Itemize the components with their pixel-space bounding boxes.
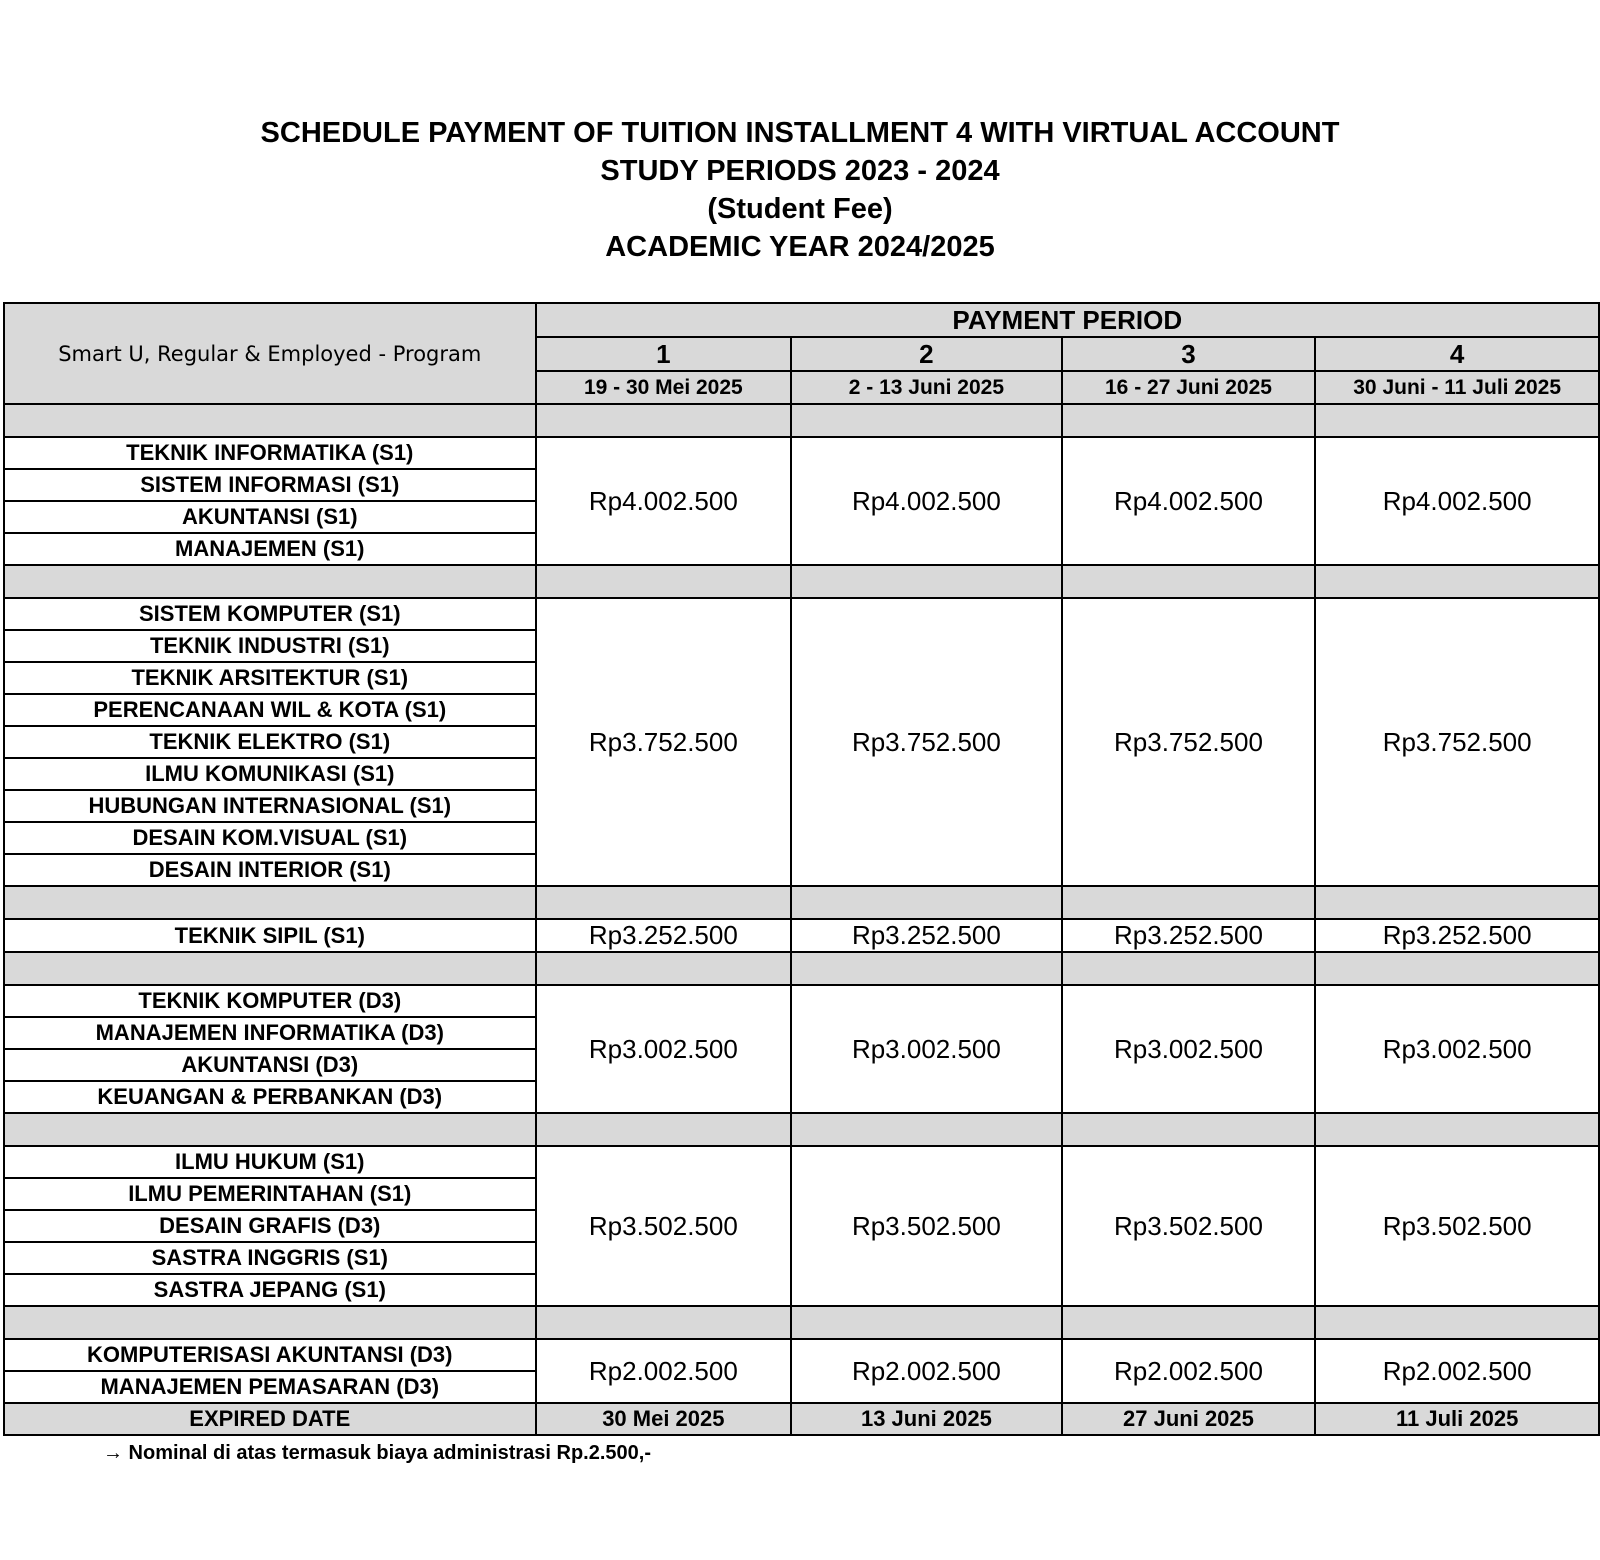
separator-cell [4,1306,536,1339]
expired-date-label: EXPIRED DATE [4,1403,536,1435]
period-date-range-4: 30 Juni - 11 Juli 2025 [1315,371,1599,404]
program-name: SISTEM KOMPUTER (S1) [4,598,536,630]
separator-row [4,404,1599,437]
fee-amount-period-4: Rp3.752.500 [1315,598,1599,886]
fee-amount-period-2: Rp4.002.500 [791,437,1062,565]
program-name: PERENCANAAN WIL & KOTA (S1) [4,694,536,726]
period-date-range-1: 19 - 30 Mei 2025 [536,371,792,404]
expired-date-2: 13 Juni 2025 [791,1403,1062,1435]
separator-cell [4,1113,536,1146]
separator-cell [1315,1306,1599,1339]
program-name: TEKNIK ARSITEKTUR (S1) [4,662,536,694]
period-date-range-3: 16 - 27 Juni 2025 [1062,371,1316,404]
period-date-range-2: 2 - 13 Juni 2025 [791,371,1062,404]
document-title [0,114,1600,266]
program-name: MANAJEMEN INFORMATIKA (D3) [4,1017,536,1049]
fee-amount-period-1: Rp3.752.500 [536,598,792,886]
fee-amount-period-3: Rp3.002.500 [1062,985,1316,1113]
fee-amount-period-3: Rp2.002.500 [1062,1339,1316,1403]
program-name: MANAJEMEN (S1) [4,533,536,565]
fee-amount-period-2: Rp3.752.500 [791,598,1062,886]
program-name: MANAJEMEN PEMASARAN (D3) [4,1371,536,1403]
separator-cell [1315,1113,1599,1146]
program-name: DESAIN INTERIOR (S1) [4,854,536,886]
separator-cell [1062,1113,1316,1146]
separator-cell [791,1306,1062,1339]
fee-amount-period-3: Rp3.252.500 [1062,919,1316,952]
program-name: AKUNTANSI (S1) [4,501,536,533]
expired-date-row [4,1403,1599,1435]
fee-amount-period-4: Rp3.252.500 [1315,919,1599,952]
separator-cell [4,886,536,919]
fee-amount-period-1: Rp2.002.500 [536,1339,792,1403]
separator-cell [791,886,1062,919]
title-line-1: SCHEDULE PAYMENT OF TUITION INSTALLMENT 4 WITH VIRTUAL ACCOUNT [260,117,1340,149]
fee-amount-period-1: Rp3.002.500 [536,985,792,1113]
separator-row [4,886,1599,919]
separator-cell [791,565,1062,598]
separator-cell [4,565,536,598]
fee-amount-period-2: Rp3.252.500 [791,919,1062,952]
separator-row [4,1306,1599,1339]
fee-amount-period-3: Rp3.502.500 [1062,1146,1316,1306]
program-name: TEKNIK INDUSTRI (S1) [4,630,536,662]
title-line-2: STUDY PERIODS 2023 - 2024 [600,155,1000,187]
separator-cell [1062,886,1316,919]
separator-cell [1062,952,1316,985]
program-name: KEUANGAN & PERBANKAN (D3) [4,1081,536,1113]
period-number-4: 4 [1315,337,1599,371]
fee-amount-period-2: Rp3.502.500 [791,1146,1062,1306]
fee-amount-period-3: Rp3.752.500 [1062,598,1316,886]
fee-amount-period-2: Rp2.002.500 [791,1339,1062,1403]
title-line-4: ACADEMIC YEAR 2024/2025 [605,231,995,263]
fee-amount-period-4: Rp3.002.500 [1315,985,1599,1113]
program-name: SASTRA JEPANG (S1) [4,1274,536,1306]
separator-cell [791,952,1062,985]
program-row [4,985,1599,1017]
program-name: TEKNIK ELEKTRO (S1) [4,726,536,758]
program-name: HUBUNGAN INTERNASIONAL (S1) [4,790,536,822]
fee-amount-period-4: Rp3.502.500 [1315,1146,1599,1306]
separator-cell [536,886,792,919]
period-number-3: 3 [1062,337,1316,371]
title-line-3: (Student Fee) [707,193,893,225]
program-row [4,598,1599,630]
program-name: AKUNTANSI (D3) [4,1049,536,1081]
separator-cell [1062,565,1316,598]
fee-amount-period-1: Rp3.502.500 [536,1146,792,1306]
separator-cell [1315,404,1599,437]
separator-cell [4,404,536,437]
fee-amount-period-3: Rp4.002.500 [1062,437,1316,565]
program-name: TEKNIK INFORMATIKA (S1) [4,437,536,469]
program-row [4,437,1599,469]
program-name: KOMPUTERISASI AKUNTANSI (D3) [4,1339,536,1371]
program-row [4,919,1599,952]
fee-amount-period-4: Rp2.002.500 [1315,1339,1599,1403]
program-row [4,1339,1599,1371]
payment-schedule-table [3,302,1600,1436]
separator-cell [1315,952,1599,985]
program-column-header: Smart U, Regular & Employed - Program [4,303,536,404]
program-name: ILMU PEMERINTAHAN (S1) [4,1178,536,1210]
footnote: → Nominal di atas termasuk biaya administrasi Rp.2.500,- [103,1442,651,1464]
separator-cell [536,952,792,985]
separator-cell [1062,1306,1316,1339]
program-name: SISTEM INFORMASI (S1) [4,469,536,501]
program-name: TEKNIK SIPIL (S1) [4,919,536,952]
separator-cell [4,952,536,985]
fee-amount-period-2: Rp3.002.500 [791,985,1062,1113]
separator-cell [791,1113,1062,1146]
separator-row [4,952,1599,985]
payment-period-header: PAYMENT PERIOD [536,303,1599,337]
period-number-1: 1 [536,337,792,371]
separator-cell [1315,886,1599,919]
separator-cell [791,404,1062,437]
program-name: ILMU KOMUNIKASI (S1) [4,758,536,790]
fee-amount-period-4: Rp4.002.500 [1315,437,1599,565]
program-row [4,1146,1599,1178]
separator-cell [536,1306,792,1339]
table-body [4,404,1599,1403]
separator-cell [536,565,792,598]
program-name: DESAIN GRAFIS (D3) [4,1210,536,1242]
fee-amount-period-1: Rp4.002.500 [536,437,792,565]
program-name: TEKNIK KOMPUTER (D3) [4,985,536,1017]
program-name: ILMU HUKUM (S1) [4,1146,536,1178]
separator-row [4,565,1599,598]
separator-cell [536,1113,792,1146]
program-name: SASTRA INGGRIS (S1) [4,1242,536,1274]
separator-cell [536,404,792,437]
expired-date-3: 27 Juni 2025 [1062,1403,1316,1435]
program-name: DESAIN KOM.VISUAL (S1) [4,822,536,854]
period-number-2: 2 [791,337,1062,371]
expired-date-4: 11 Juli 2025 [1315,1403,1599,1435]
separator-row [4,1113,1599,1146]
expired-date-1: 30 Mei 2025 [536,1403,792,1435]
separator-cell [1315,565,1599,598]
fee-amount-period-1: Rp3.252.500 [536,919,792,952]
separator-cell [1062,404,1316,437]
